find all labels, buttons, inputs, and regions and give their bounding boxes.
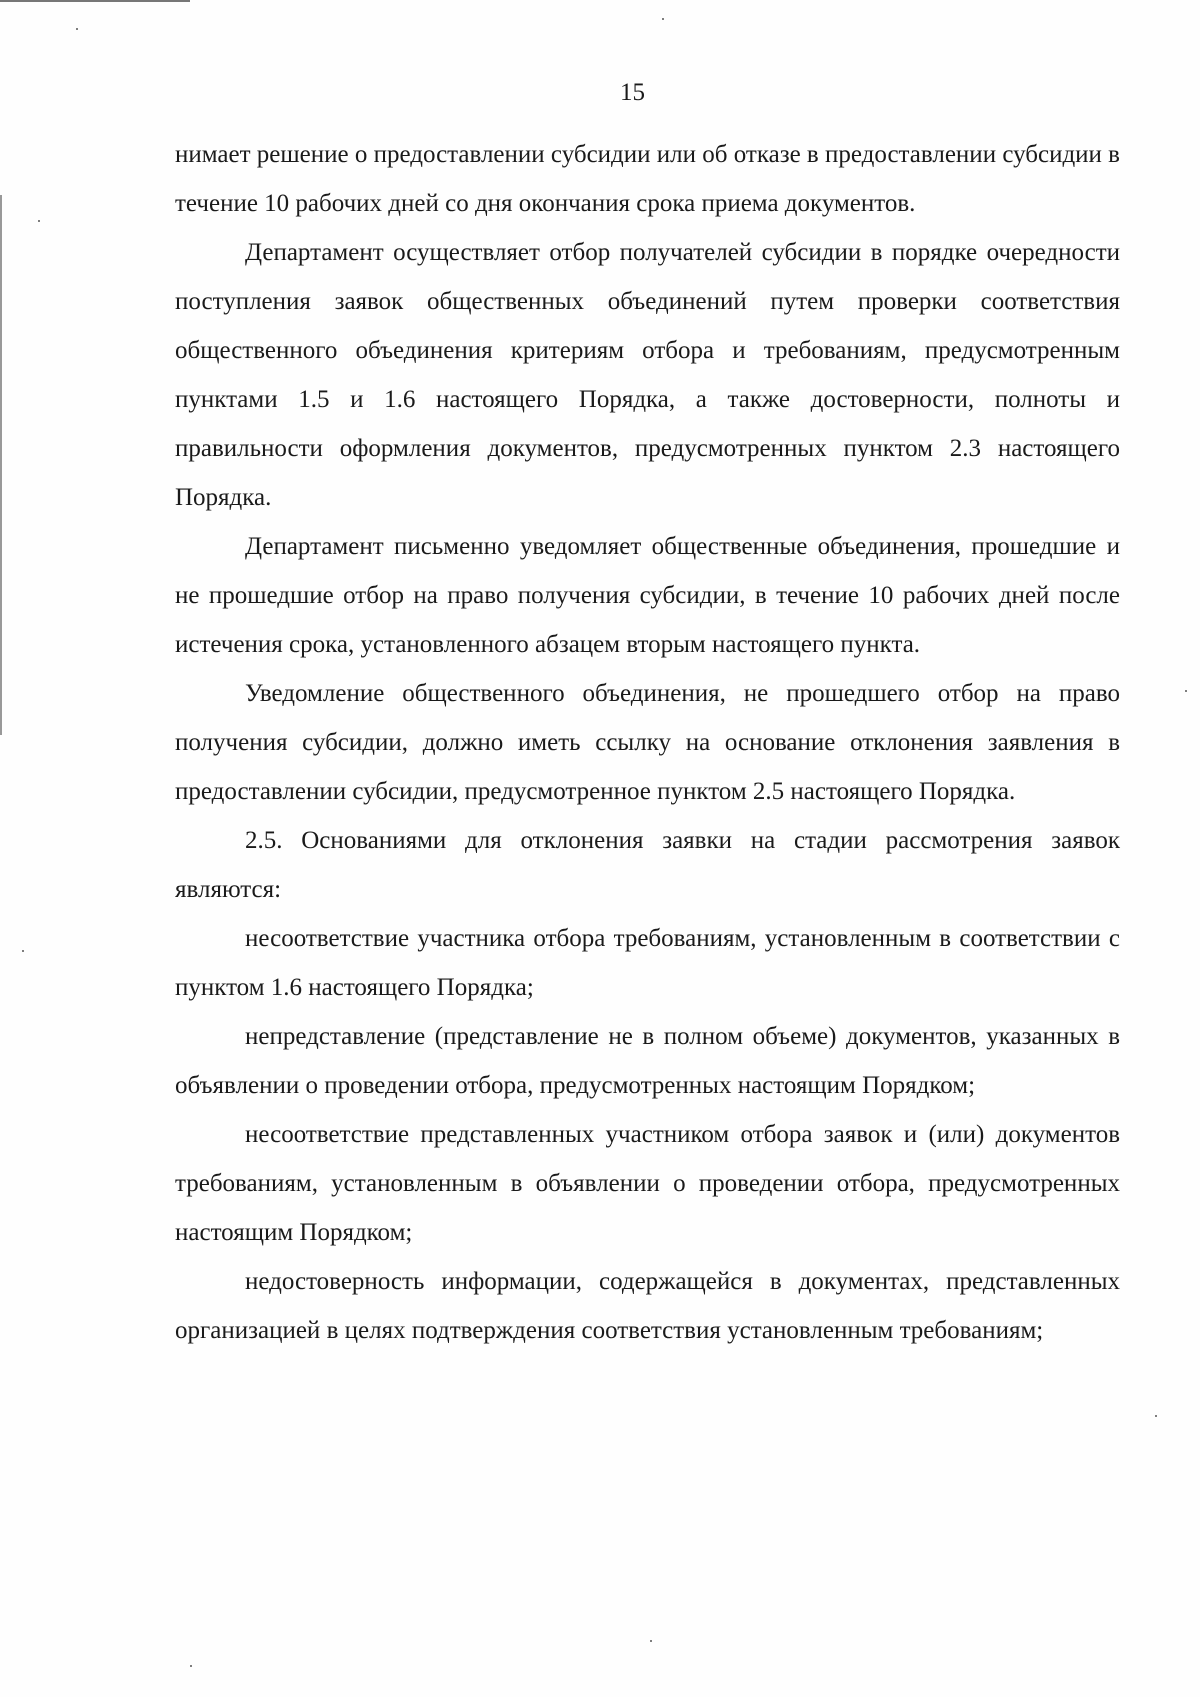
paragraph-selection-procedure: Департамент осуществляет отбор получателей субсидии в порядке очередности поступления заявок общественных объединений путем проверки соответствия общественного объединения критериям отбора и требованиям, предусмотренным пунктами 1.5 и 1.6 настоящего Порядка, а также достоверности, полноты и правильности оформления документов, предусмотренных пунктом 2.3 настоящего Порядка. — [175, 239, 1120, 511]
scan-speck — [22, 950, 24, 952]
scan-edge-left — [0, 195, 2, 735]
list-item-document-mismatch: несоответствие представленных участником отбора заявок и (или) документов требованиям, установленным в объявлении о проведении отбора, предусмотренных настоящим Порядком; — [175, 1121, 1120, 1246]
list-item-missing-documents: непредставление (представление не в полном объеме) документов, указанных в объявлении о проведении отбора, предусмотренных настоящим Порядком; — [175, 1023, 1120, 1099]
scan-speck — [38, 220, 40, 222]
scan-speck — [76, 28, 78, 30]
scan-speck — [662, 18, 664, 20]
scan-speck — [1185, 690, 1187, 692]
scan-speck — [190, 1665, 192, 1667]
document-body — [175, 130, 1120, 1355]
scan-edge-top — [0, 0, 190, 2]
paragraph-continued: нимает решение о предоставлении субсидии или об отказе в предоставлении субсидии в течение 10 рабочих дней со дня окончания срока приема документов. — [175, 141, 1120, 217]
paragraph-notification: Департамент письменно уведомляет общественные объединения, прошедшие и не прошедшие отбор на право получения субсидии, в течение 10 рабочих дней после истечения срока, установленного абзацем вторым настоящего пункта. — [175, 533, 1120, 658]
scan-speck — [1155, 1415, 1157, 1417]
paragraph-section-2-5: 2.5. Основаниями для отклонения заявки на стадии рассмотрения заявок являются: — [175, 827, 1120, 903]
page-number: 15 — [620, 79, 645, 106]
list-item-noncompliance: несоответствие участника отбора требованиям, установленным в соответствии с пунктом 1.6 настоящего Порядка; — [175, 925, 1120, 1001]
scan-speck — [650, 1640, 652, 1642]
list-item-inaccurate-info: недостоверность информации, содержащейся в документах, представленных организацией в целях подтверждения соответствия установленным требованиям; — [175, 1268, 1120, 1344]
paragraph-rejection-notice: Уведомление общественного объединения, не прошедшего отбор на право получения субсидии, должно иметь ссылку на основание отклонения заявления в предоставлении субсидии, предусмотренное пунктом 2.5 настоящего Порядка. — [175, 680, 1120, 805]
